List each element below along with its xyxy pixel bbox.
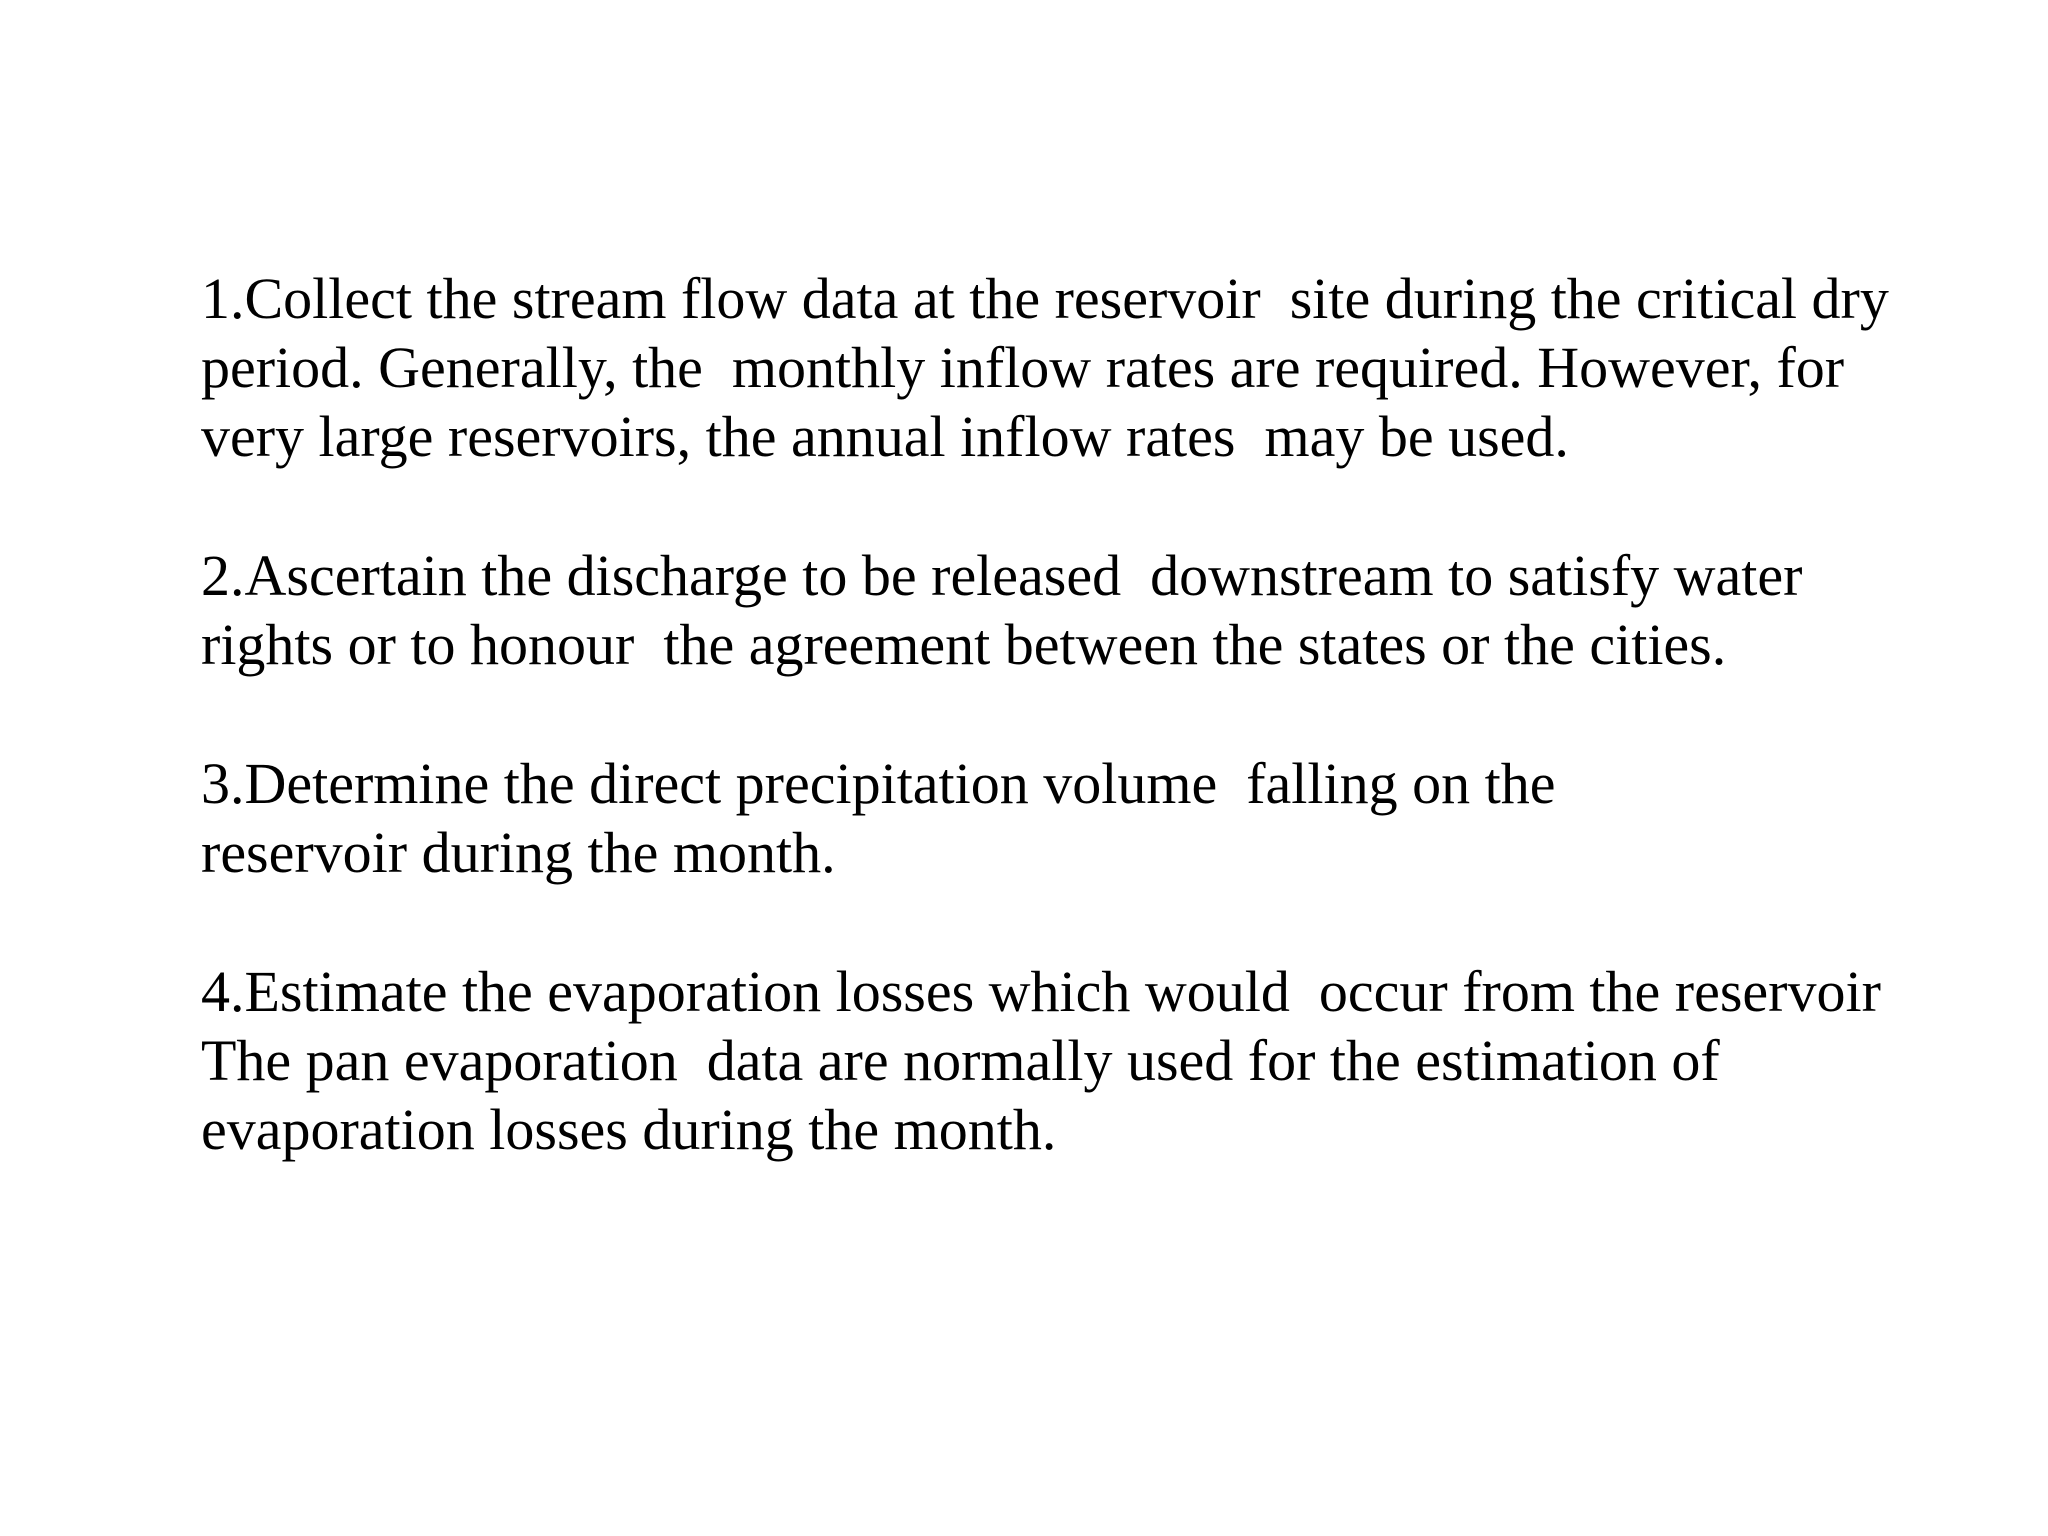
slide-content (201, 264, 1889, 1234)
step-4-line-2: The pan evaporation data are normally used for the estimation of (201, 1028, 1720, 1093)
step-1 (201, 264, 1889, 471)
step-4-line-3: evaporation losses during the month. (201, 1097, 1057, 1162)
step-2-line-1: 2.Ascertain the discharge to be released downstream to satisfy water (201, 543, 1803, 608)
step-2-line-2: rights or to honour the agreement between the states or the cities. (201, 612, 1727, 677)
step-3-line-2: reservoir during the month. (201, 820, 836, 885)
step-3-line-1: 3.Determine the direct precipitation volume falling on the (201, 751, 1556, 816)
step-2 (201, 541, 1881, 679)
step-4-line-1: 4.Estimate the evaporation losses which would occur from the reservoir (201, 959, 1881, 1024)
step-4 (201, 957, 1881, 1164)
step-1-line-2: period. Generally, the monthly inflow rates are required. However, for (201, 335, 1845, 400)
step-3 (201, 749, 1881, 887)
step-1-line-1: 1.Collect the stream flow data at the reservoir site during the critical dry (201, 266, 1889, 331)
step-1-line-3: very large reservoirs, the annual inflow rates may be used. (201, 404, 1569, 469)
